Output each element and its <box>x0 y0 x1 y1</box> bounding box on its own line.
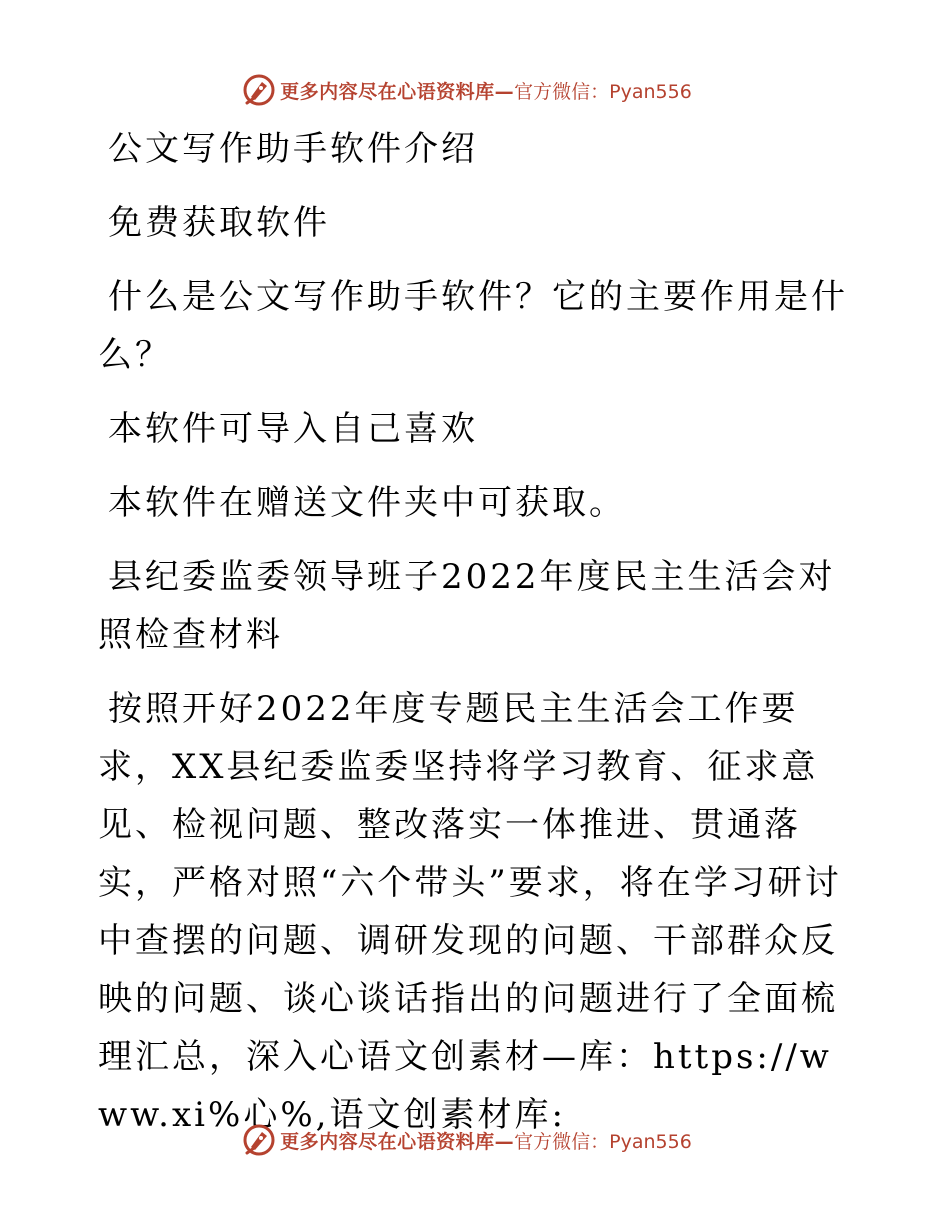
banner-wechat: 官方微信：Pyan556 <box>514 80 692 103</box>
doc-line-import: 本软件可导入自己喜欢 <box>108 409 478 449</box>
doc-title: 公文写作助手软件介绍 <box>108 129 478 169</box>
document-body <box>98 120 850 1160</box>
pen-nib-logo-icon <box>242 1123 276 1157</box>
banner-wechat: 官方微信：Pyan556 <box>514 1130 692 1153</box>
footer-banner-content <box>242 1123 692 1157</box>
header-banner <box>0 68 950 112</box>
doc-question: 什么是公文写作助手软件？它的主要作用是什么？ <box>98 277 848 375</box>
footer-banner <box>0 1118 950 1162</box>
banner-text: 更多内容尽在心语资料库— <box>280 1130 515 1153</box>
header-banner-content <box>242 73 692 107</box>
doc-body-paragraph: 按照开好2022年度专题民主生活会工作要求，XX县纪委监委坚持将学习教育、征求意见、检视问题、整改落实一体推进、贯通落实，严格对照“六个带头”要求，将在学习研讨中查摆的问题、调研发现的问题、干部群众反映的问题、谈心谈话指出的问题进行了全面梳理汇总，深入心语文创素材—库：https://www.xi%心%,语文创素材库: <box>98 689 842 1135</box>
doc-section-heading: 县纪委监委领导班子2022年度民主生活会对照检查材料 <box>98 557 836 655</box>
doc-line-folder: 本软件在赠送文件夹中可获取。 <box>108 483 626 523</box>
doc-line-free-software: 免费获取软件 <box>108 203 330 243</box>
pen-nib-logo-icon <box>242 73 276 107</box>
banner-text: 更多内容尽在心语资料库— <box>280 80 515 103</box>
